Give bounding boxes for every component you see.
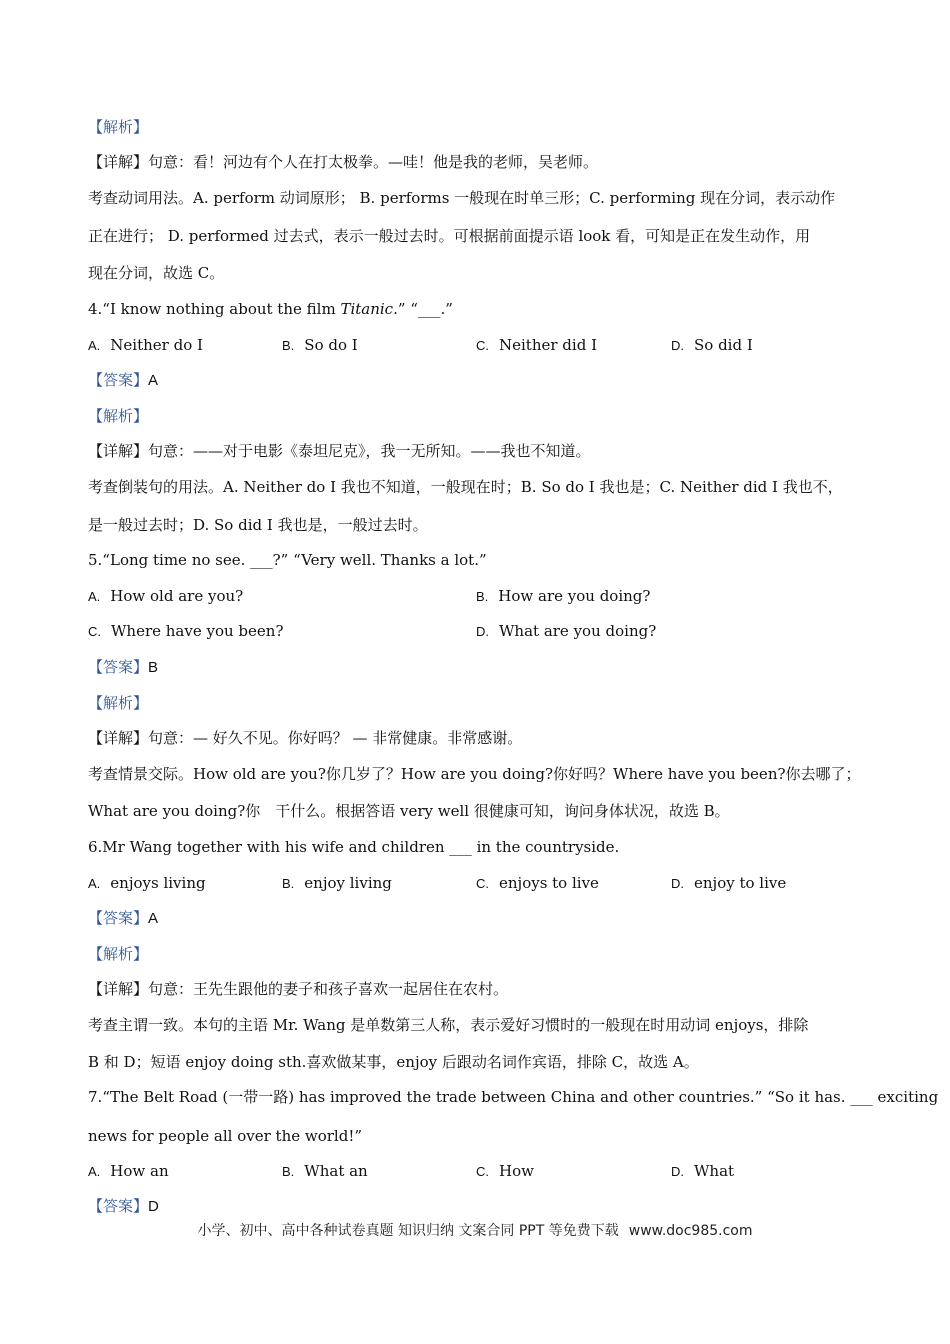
option-letter: C. [476, 1164, 489, 1179]
q7-stem-2: news for people all over the world!” [88, 1127, 363, 1145]
option-letter: D. [671, 1164, 684, 1179]
q3-explain-2: 正在进行； D. performed 过去式，表示一般过去时。可根据前面提示语 look 看，可知是正在发生动作，用 [88, 227, 811, 245]
option-text: enjoys living [110, 874, 206, 892]
q6-answer [88, 908, 863, 929]
option-text: enjoys to live [499, 874, 599, 892]
option-letter: A. [88, 1164, 101, 1179]
answer-tag: 【答案】 [88, 909, 149, 927]
option-text: How old are you? [110, 587, 244, 605]
q4-stem-post: .” “___.” [393, 300, 453, 318]
option-letter: C. [88, 624, 101, 639]
option-text: Where have you been? [111, 622, 284, 640]
q6-explain-1: 考查主谓一致。本句的主语 Mr. Wang 是单数第三人称，表示爱好习惯时的一般现在时用动词 enjoys，排除 [88, 1016, 809, 1034]
option-text: How an [110, 1162, 169, 1180]
option-text: Neither did I [499, 336, 597, 354]
q6-stem: 6.Mr Wang together with his wife and children ___ in the countryside. [88, 838, 620, 856]
option-letter: C. [476, 338, 489, 353]
q5-option-d [476, 621, 656, 642]
answer-value: B [148, 659, 159, 676]
option-text: How [499, 1162, 534, 1180]
option-letter: B. [282, 876, 295, 891]
q4-explain-1: 考查倒装句的用法。A. Neither do I 我也不知道，一般现在时；B. So do I 我也是；C. Neither did I 我也不， [88, 478, 843, 496]
q5-detail: 【详解】句意：— 好久不见。你好吗？ — 非常健康。非常感谢。 [88, 729, 523, 747]
q6-option-c [476, 873, 599, 894]
option-letter: B. [476, 589, 489, 604]
option-text: enjoy to live [694, 874, 787, 892]
option-letter: B. [282, 338, 295, 353]
option-letter: D. [671, 338, 684, 353]
option-letter: A. [88, 589, 101, 604]
q6-explain-2: B 和 D；短语 enjoy doing sth.喜欢做某事，enjoy 后跟动名词作宾语，排除 C，故选 A。 [88, 1053, 699, 1071]
q3-explain-1: 考查动词用法。A. perform 动词原形； B. performs 一般现在时单三形；C. performing 现在分词，表示动作 [88, 189, 836, 207]
q4-option-c [476, 335, 597, 356]
q4-option-a [88, 335, 203, 356]
q5-option-a [88, 586, 243, 607]
answer-value: D [148, 1198, 159, 1215]
option-letter: D. [476, 624, 489, 639]
q5-analysis-tag: 【解析】 [88, 694, 149, 712]
q7-option-c [476, 1161, 534, 1182]
footer-text: 小学、初中、高中各种试卷真题 知识归纳 文案合同 PPT 等免费下载 [197, 1223, 619, 1239]
q7-option-d [671, 1161, 734, 1182]
q6-option-a [88, 873, 206, 894]
answer-value: A [148, 372, 159, 389]
option-letter: C. [476, 876, 489, 891]
page-footer [0, 1220, 950, 1240]
option-text: How are you doing? [498, 587, 651, 605]
option-text: Neither do I [110, 336, 203, 354]
option-letter: D. [671, 876, 684, 891]
option-text: What [694, 1162, 735, 1180]
q3-detail: 【详解】句意：看！河边有个人在打太极拳。—哇！他是我的老师，吴老师。 [88, 153, 599, 171]
option-letter: B. [282, 1164, 295, 1179]
q4-stem [88, 299, 863, 319]
answer-tag: 【答案】 [88, 658, 149, 676]
option-text: So do I [304, 336, 358, 354]
q3-explain-3: 现在分词，故选 C。 [88, 264, 225, 282]
q5-stem: 5.“Long time no see. ___?” “Very well. Thanks a lot.” [88, 551, 487, 569]
q5-explain-2: What are you doing?你 干什么。根据答语 very well 很健康可知，询问身体状况，故选 B。 [88, 802, 730, 820]
option-text: So did I [694, 336, 753, 354]
q4-option-d [671, 335, 753, 356]
q5-answer [88, 657, 863, 678]
q4-stem-italic: Titanic [340, 300, 394, 318]
q4-detail: 【详解】句意：——对于电影《泰坦尼克》，我一无所知。——我也不知道。 [88, 442, 591, 460]
q4-explain-2: 是一般过去时；D. So did I 我也是，一般过去时。 [88, 516, 428, 534]
footer-url[interactable]: www.doc985.com [628, 1223, 753, 1239]
q4-option-b [282, 335, 358, 356]
q7-answer [88, 1196, 863, 1217]
option-text: enjoy living [304, 874, 392, 892]
q7-option-a [88, 1161, 169, 1182]
option-letter: A. [88, 876, 101, 891]
option-text: What are you doing? [499, 622, 657, 640]
option-text: What an [304, 1162, 368, 1180]
q4-answer [88, 370, 863, 391]
q4-analysis-tag: 【解析】 [88, 407, 149, 425]
q6-detail: 【详解】句意：王先生跟他的妻子和孩子喜欢一起居住在农村。 [88, 980, 509, 998]
q5-explain-1: 考查情景交际。How old are you?你几岁了？How are you doing?你好吗？Where have you been?你去哪了； [88, 765, 861, 783]
q6-analysis-tag: 【解析】 [88, 945, 149, 963]
answer-tag: 【答案】 [88, 1197, 149, 1215]
q6-option-b [282, 873, 392, 894]
q7-option-b [282, 1161, 368, 1182]
answer-value: A [148, 910, 159, 927]
option-letter: A. [88, 338, 101, 353]
q6-option-d [671, 873, 786, 894]
q3-analysis-tag: 【解析】 [88, 118, 149, 136]
q5-option-c [88, 621, 284, 642]
q7-stem-1: 7.“The Belt Road (一带一路) has improved the trade between China and other countries.” “So it has. ___ exciting [88, 1088, 939, 1106]
answer-tag: 【答案】 [88, 371, 149, 389]
q5-option-b [476, 586, 650, 607]
q4-stem-pre: 4.“I know nothing about the film [88, 300, 341, 318]
